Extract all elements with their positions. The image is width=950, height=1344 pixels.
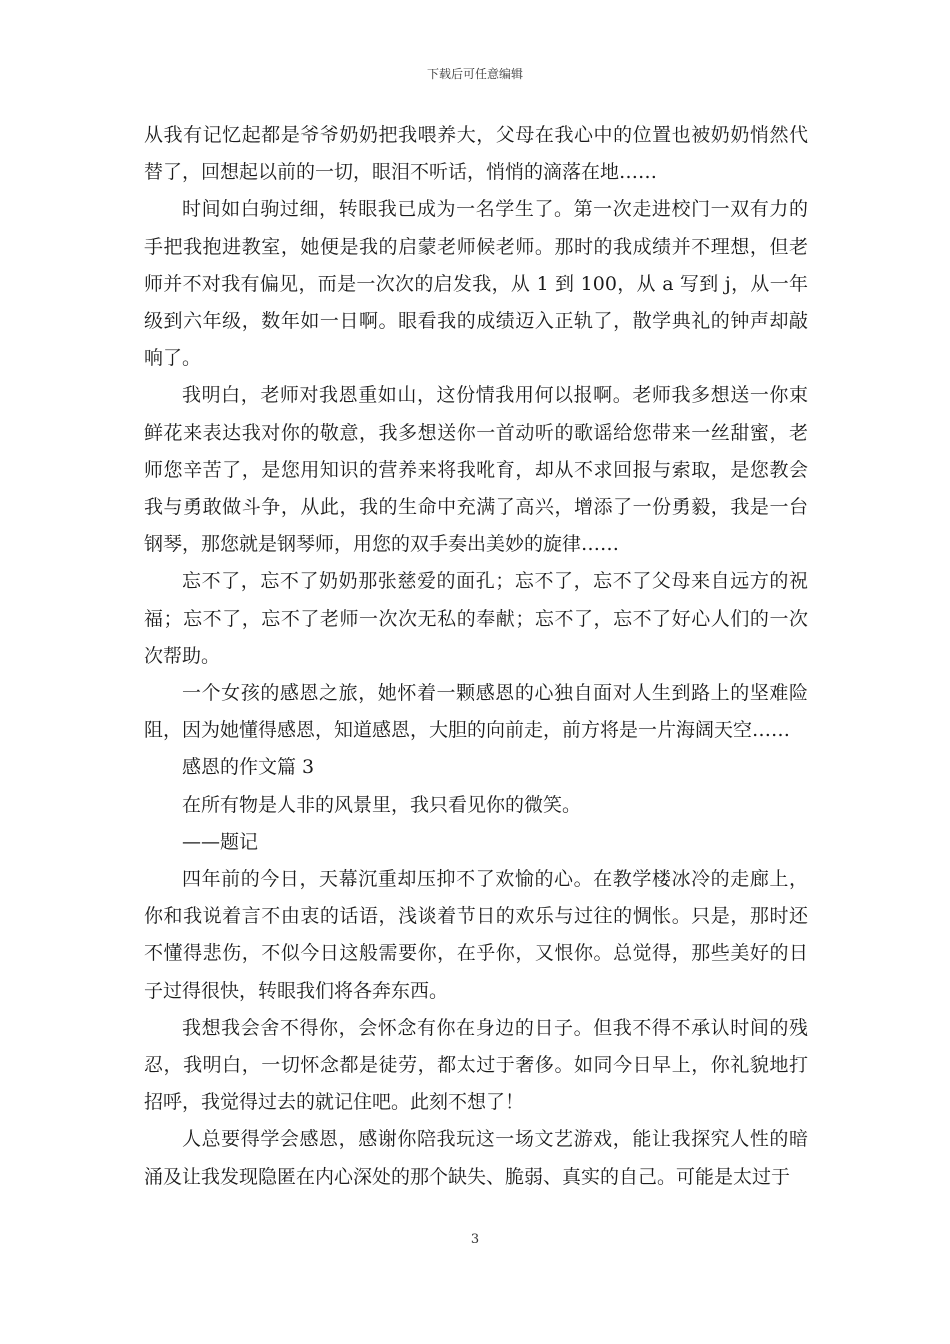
paragraph-2: 时间如白驹过细，转眼我已成为一名学生了。第一次走进校门一双有力的手把我抱进教室，她便是我的启蒙老师候老师。那时的我成绩并不理想，但老师并不对我有偏见，而是一次次的启发我，从 1 到 100，从 a 写到 j，从一年级到六年级，数年如一日啊。眼看我的成绩迈入正轨了，散学典礼的钟声却敲响了。	[144, 198, 808, 370]
page-header: 下载后可任意编辑	[426, 67, 523, 81]
paragraph-5: 一个女孩的感恩之旅，她怀着一颗感恩的心独自面对人生到路上的坚难险阻，因为她懂得感恩，知道感恩，大胆的向前走，前方将是一片海阔天空……	[144, 682, 808, 742]
epigraph-attribution: ——题记	[182, 830, 259, 853]
paragraph-6: 四年前的今日，天幕沉重却压抑不了欢愉的心。在教学楼冰冷的走廊上，你和我说着言不由衷的话语，浅谈着节日的欢乐与过往的惆怅。只是，那时还不懂得悲伤，不似今日这般需要你，在乎你，又恨你。总觉得，那些美好的日子过得很快，转眼我们将各奔东西。	[144, 868, 808, 1002]
paragraph-8: 人总要得学会感恩，感谢你陪我玩这一场文艺游戏，能让我探究人性的暗涌及让我发现隐匿在内心深处的那个缺失、脆弱、真实的自己。可能是太过于	[144, 1128, 808, 1188]
epigraph: 在所有物是人非的风景里，我只看见你的微笑。	[182, 793, 582, 816]
paragraph-4: 忘不了，忘不了奶奶那张慈爱的面孔；忘不了，忘不了父母来自远方的祝福；忘不了，忘不了老师一次次无私的奉献；忘不了，忘不了好心人们的一次次帮助。	[144, 570, 808, 667]
paragraph-1: 从我有记忆起都是爷爷奶奶把我喂养大，父母在我心中的位置也被奶奶悄然代替了，回想起以前的一切，眼泪不听话，悄悄的滴落在地……	[144, 124, 808, 184]
document-body	[144, 117, 808, 1196]
paragraph-7: 我想我会舍不得你，会怀念有你在身边的日子。但我不得不承认时间的残忍，我明白，一切怀念都是徒劳，都太过于奢侈。如同今日早上，你礼貌地打招呼，我觉得过去的就记住吧。此刻不想了！	[144, 1016, 808, 1114]
page-number: 3	[470, 1232, 480, 1247]
paragraph-3: 我明白，老师对我恩重如山，这份情我用何以报啊。老师我多想送一你束鲜花来表达我对你的敬意，我多想送你一首动听的歌谣给您带来一丝甜蜜，老师您辛苦了，是您用知识的营养来将我吪育，却从不求回报与索取，是您教会我与勇敢做斗争，从此，我的生命中充满了高兴，增添了一份勇毅，我是一台钢琴，那您就是钢琴师，用您的双手奏出美妙的旋律……	[144, 384, 808, 556]
section-heading: 感恩的作文篇 3	[182, 756, 315, 779]
